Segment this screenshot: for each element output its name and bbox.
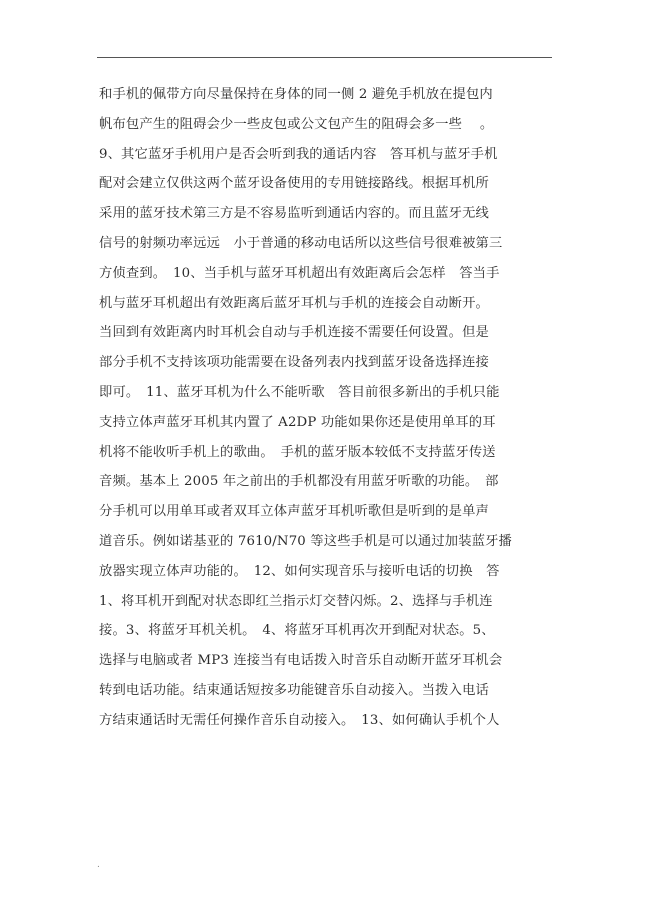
text-line: 帆布包产生的阻碍会少一些皮包或公文包产生的阻碍会多一些 。	[99, 116, 494, 132]
text-line: 机与蓝牙耳机超出有效距离后蓝牙耳机与手机的连接会自动断开。	[99, 295, 489, 311]
text-line: 9、其它蓝牙手机用户是否会听到我的通话内容 答耳机与蓝牙手机	[99, 146, 498, 162]
text-line: 采用的蓝牙技术第三方是不容易监听到通话内容的。而且蓝牙无线	[99, 206, 489, 222]
text-line: 接。3、将蓝牙耳机关机。 4、将蓝牙耳机再次开到配对状态。5、	[99, 623, 495, 639]
text-line: 放器实现立体声功能的。 12、如何实现音乐与接听电话的切换 答	[99, 563, 500, 579]
text-line: 选择与电脑或者 MP3 连接当有电话拨入时音乐自动断开蓝牙耳机会	[99, 653, 503, 669]
text-line: 信号的射频功率远远 小于普通的移动电话所以这些信号很难被第三	[99, 235, 503, 251]
text-line: 分手机可以用单耳或者双耳立体声蓝牙耳机听歌但是听到的是单声	[99, 504, 489, 520]
body-text	[99, 80, 569, 736]
text-line: 支持立体声蓝牙耳机其内置了 A2DP 功能如果你还是使用单耳的耳	[99, 414, 496, 430]
text-line: 方结束通话时无需任何操作音乐自动接入。 13、如何确认手机个人	[99, 712, 500, 728]
text-line: 转到电话功能。结束通话短按多功能键音乐自动接入。当拨入电话	[99, 682, 489, 698]
text-line: 和手机的佩带方向尽量保持在身体的同一侧 2 避免手机放在提包内	[99, 87, 493, 102]
text-line: 配对会建立仅供这两个蓝牙设备使用的专用链接路线。根据耳机所	[99, 176, 489, 192]
text-line: 机将不能收听手机上的歌曲。 手机的蓝牙版本较低不支持蓝牙传送	[99, 444, 496, 460]
text-line: 音频。基本上 2005 年之前出的手机都没有用蓝牙听歌的功能。 部	[99, 474, 499, 490]
page-mark: .	[97, 860, 100, 870]
text-line: 部分手机不支持该项功能需要在设备列表内找到蓝牙设备选择连接	[99, 355, 489, 371]
text-line: 1、将耳机开到配对状态即红兰指示灯交替闪烁。2、选择与手机连	[99, 593, 493, 609]
text-line: 道音乐。例如诺基亚的 7610/N70 等这些手机是可以通过加装蓝牙播	[99, 533, 512, 549]
text-line: 即可。 11、蓝牙耳机为什么不能听歌 答目前很多新出的手机只能	[99, 384, 500, 400]
header-divider	[97, 57, 552, 58]
text-line: 当回到有效距离内时耳机会自动与手机连接不需要任何设置。但是	[99, 325, 489, 341]
text-line: 方侦查到。 10、当手机与蓝牙耳机超出有效距离后会怎样 答当手	[99, 265, 500, 281]
